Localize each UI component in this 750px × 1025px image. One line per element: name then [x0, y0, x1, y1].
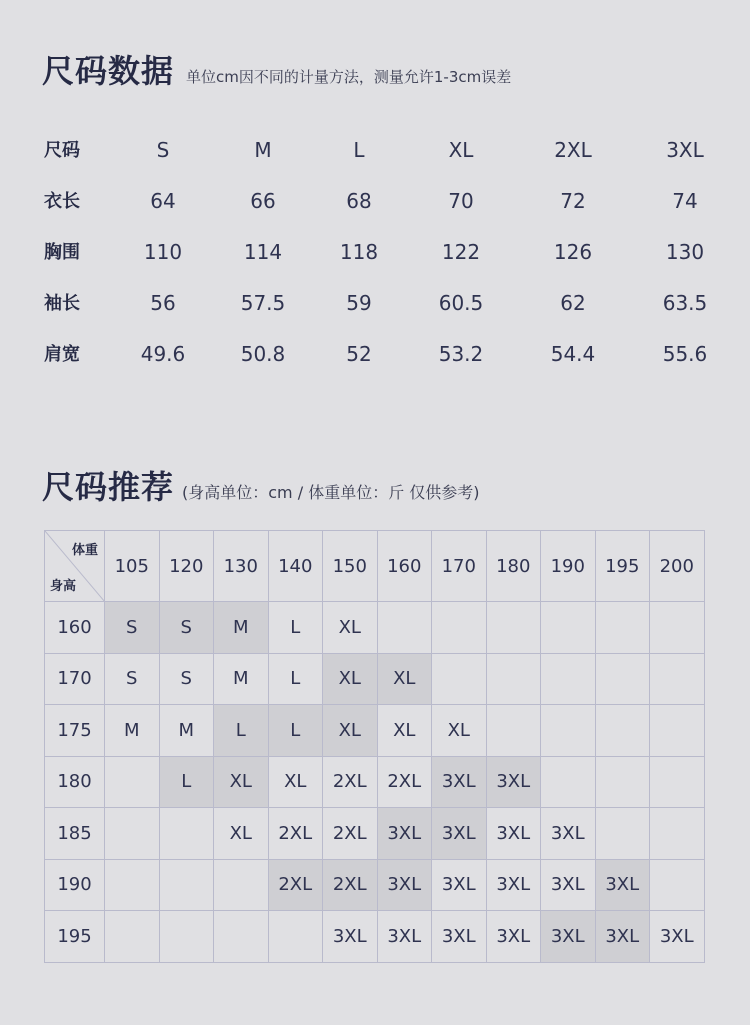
- size-cell: 53.2: [438, 342, 484, 366]
- size-recommendation-cell: 3XL: [432, 911, 487, 963]
- height-label-cell: 190: [45, 859, 105, 911]
- weight-axis-label: 体重: [71, 543, 98, 558]
- size-data-table: [0, 125, 750, 380]
- size-data-row: [0, 176, 750, 227]
- empty-cell: [650, 602, 705, 654]
- height-label-cell: 175: [45, 705, 105, 757]
- size-cell: 70: [448, 189, 474, 213]
- size-recommendation-cell: 3XL: [377, 859, 432, 911]
- size-cell: 56: [150, 291, 176, 315]
- size-recommendation-cell: 3XL: [432, 859, 487, 911]
- size-cell: 62: [560, 291, 586, 315]
- size-recommendation-cell: S: [159, 653, 214, 705]
- size-recommendation-title: 尺码推荐: [42, 468, 175, 506]
- size-recommendation-cell: 3XL: [541, 808, 596, 860]
- size-cell: 68: [346, 189, 372, 213]
- empty-cell: [105, 859, 160, 911]
- size-recommendation-note: (身高单位：cm / 体重单位：斤 仅供参考): [182, 483, 480, 502]
- size-recommendation-cell: M: [105, 705, 160, 757]
- size-recommendation-cell: XL: [377, 705, 432, 757]
- size-recommendation-cell: 3XL: [486, 808, 541, 860]
- size-recommendation-cell: L: [159, 756, 214, 808]
- size-recommendation-cell: 3XL: [541, 911, 596, 963]
- height-row: [45, 602, 705, 654]
- empty-cell: [595, 808, 650, 860]
- weight-header-cell: 160: [377, 531, 432, 602]
- empty-cell: [650, 653, 705, 705]
- weight-header-cell: 105: [105, 531, 160, 602]
- size-recommendation-cell: S: [105, 653, 160, 705]
- size-recommendation-cell: 2XL: [377, 756, 432, 808]
- size-cell: 2XL: [554, 138, 592, 162]
- empty-cell: [541, 602, 596, 654]
- size-recommendation-cell: XL: [214, 808, 269, 860]
- height-label-cell: 160: [45, 602, 105, 654]
- height-row: [45, 653, 705, 705]
- size-recommendation-cell: M: [159, 705, 214, 757]
- weight-header-cell: 150: [323, 531, 378, 602]
- empty-cell: [595, 756, 650, 808]
- row-label: 尺码: [44, 140, 80, 161]
- empty-cell: [159, 808, 214, 860]
- weight-header-cell: 130: [214, 531, 269, 602]
- size-cell: M: [254, 138, 272, 162]
- empty-cell: [486, 602, 541, 654]
- size-recommendation-cell: S: [105, 602, 160, 654]
- size-cell: 55.6: [662, 342, 708, 366]
- height-label-cell: 185: [45, 808, 105, 860]
- weight-header-cell: 195: [595, 531, 650, 602]
- size-header-row: [0, 125, 750, 176]
- size-recommendation-cell: 2XL: [268, 808, 323, 860]
- size-recommendation-cell: 3XL: [650, 911, 705, 963]
- size-cell: 63.5: [662, 291, 708, 315]
- empty-cell: [214, 859, 269, 911]
- size-data-row: [0, 227, 750, 278]
- size-recommendation-cell: 3XL: [595, 859, 650, 911]
- size-data-note: 单位cm因不同的计量方法，测量允许1-3cm误差: [186, 68, 512, 86]
- size-cell: 50.8: [240, 342, 286, 366]
- size-recommendation-heading: [42, 462, 480, 508]
- height-label-cell: 180: [45, 756, 105, 808]
- size-recommendation-cell: 3XL: [432, 756, 487, 808]
- size-recommendation-cell: XL: [268, 756, 323, 808]
- size-recommendation-cell: 2XL: [323, 859, 378, 911]
- height-label-cell: 170: [45, 653, 105, 705]
- size-cell: 118: [339, 240, 379, 264]
- size-recommendation-cell: 3XL: [486, 911, 541, 963]
- empty-cell: [486, 653, 541, 705]
- size-data-heading: [42, 46, 511, 92]
- weight-header-cell: 190: [541, 531, 596, 602]
- size-recommendation-cell: XL: [323, 602, 378, 654]
- weight-header-cell: 140: [268, 531, 323, 602]
- size-cell: 49.6: [140, 342, 186, 366]
- weight-header-cell: 120: [159, 531, 214, 602]
- height-row: [45, 756, 705, 808]
- empty-cell: [486, 705, 541, 757]
- empty-cell: [105, 756, 160, 808]
- size-cell: 130: [665, 240, 705, 264]
- size-recommendation-cell: M: [214, 602, 269, 654]
- size-recommendation-cell: 3XL: [486, 756, 541, 808]
- size-recommendation-cell: L: [268, 705, 323, 757]
- empty-cell: [595, 602, 650, 654]
- row-label: 衣长: [44, 191, 80, 212]
- size-cell: 52: [346, 342, 372, 366]
- size-recommendation-cell: XL: [323, 653, 378, 705]
- size-cell: 110: [143, 240, 183, 264]
- size-recommendation-cell: 2XL: [323, 756, 378, 808]
- size-cell: L: [353, 138, 365, 162]
- empty-cell: [105, 911, 160, 963]
- empty-cell: [595, 653, 650, 705]
- empty-cell: [650, 808, 705, 860]
- size-cell: XL: [448, 138, 474, 162]
- size-cell: 74: [672, 189, 698, 213]
- height-row: [45, 705, 705, 757]
- empty-cell: [214, 911, 269, 963]
- size-cell: 122: [441, 240, 481, 264]
- empty-cell: [595, 705, 650, 757]
- size-cell: 66: [250, 189, 276, 213]
- empty-cell: [377, 602, 432, 654]
- size-recommendation-cell: S: [159, 602, 214, 654]
- size-recommendation-cell: M: [214, 653, 269, 705]
- row-label: 胸围: [44, 242, 80, 263]
- weight-header-cell: 170: [432, 531, 487, 602]
- height-row: [45, 911, 705, 963]
- size-data-row: [0, 329, 750, 380]
- size-recommendation-cell: XL: [377, 653, 432, 705]
- size-recommendation-cell: L: [268, 653, 323, 705]
- size-recommendation-cell: 3XL: [377, 808, 432, 860]
- row-label: 肩宽: [44, 344, 80, 365]
- weight-header-cell: 180: [486, 531, 541, 602]
- size-recommendation-grid: [44, 530, 705, 963]
- empty-cell: [541, 705, 596, 757]
- size-recommendation-cell: 2XL: [268, 859, 323, 911]
- empty-cell: [432, 602, 487, 654]
- weight-header-row: [45, 531, 705, 602]
- empty-cell: [541, 653, 596, 705]
- empty-cell: [650, 859, 705, 911]
- empty-cell: [159, 859, 214, 911]
- size-recommendation-cell: L: [268, 602, 323, 654]
- row-label: 袖长: [44, 293, 80, 314]
- size-cell: 54.4: [550, 342, 596, 366]
- size-cell: 3XL: [666, 138, 704, 162]
- size-recommendation-cell: 3XL: [432, 808, 487, 860]
- height-axis-label: 身高: [50, 579, 77, 594]
- size-data-row: [0, 278, 750, 329]
- size-cell: 57.5: [240, 291, 286, 315]
- height-label-cell: 195: [45, 911, 105, 963]
- weight-header-cell: 200: [650, 531, 705, 602]
- size-recommendation-cell: XL: [214, 756, 269, 808]
- size-recommendation-cell: 2XL: [323, 808, 378, 860]
- size-recommendation-cell: 3XL: [377, 911, 432, 963]
- size-recommendation-cell: 3XL: [486, 859, 541, 911]
- size-cell: 126: [553, 240, 593, 264]
- size-recommendation-cell: L: [214, 705, 269, 757]
- size-cell: S: [156, 138, 170, 162]
- corner-cell: [45, 531, 105, 602]
- empty-cell: [105, 808, 160, 860]
- height-row: [45, 859, 705, 911]
- size-cell: 72: [560, 189, 586, 213]
- height-row: [45, 808, 705, 860]
- empty-cell: [268, 911, 323, 963]
- empty-cell: [159, 911, 214, 963]
- size-cell: 59: [346, 291, 372, 315]
- size-recommendation-cell: XL: [323, 705, 378, 757]
- empty-cell: [432, 653, 487, 705]
- size-recommendation-cell: 3XL: [541, 859, 596, 911]
- size-cell: 60.5: [438, 291, 484, 315]
- size-recommendation-cell: 3XL: [323, 911, 378, 963]
- size-recommendation-cell: 3XL: [595, 911, 650, 963]
- size-recommendation-cell: XL: [432, 705, 487, 757]
- empty-cell: [650, 705, 705, 757]
- size-data-title: 尺码数据: [42, 52, 175, 90]
- empty-cell: [650, 756, 705, 808]
- size-cell: 64: [150, 189, 176, 213]
- empty-cell: [541, 756, 596, 808]
- size-cell: 114: [243, 240, 283, 264]
